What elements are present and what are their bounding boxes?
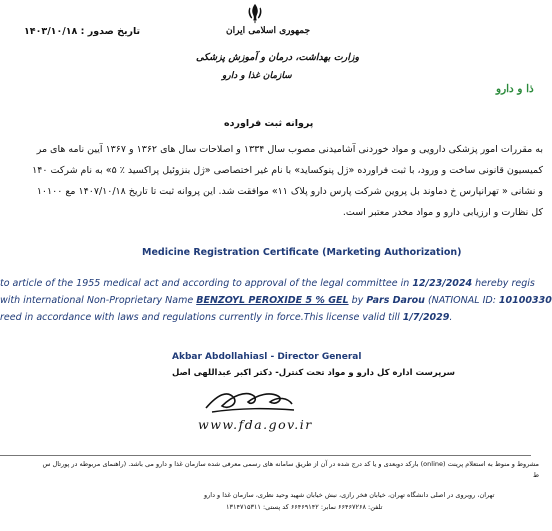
fda-logo-text: ذا و دارو xyxy=(496,83,534,95)
footer-address: تهران، روبروی در اصلی دانشگاه تهران، خیابان فخر رازی، نبش خیابان شهید وحید نظری، سازمان غذا و دارو xyxy=(204,491,495,499)
approval-date: 12/23/2024 xyxy=(412,278,473,289)
issue-date: تاریخ صدور : ۱۴۰۳/۱۰/۱۸ xyxy=(24,26,141,37)
english-text: with international Non-Proprietary Name xyxy=(0,295,197,306)
footer-verification-note: مشروط و منوط به استعلام پرینت (online) بارکد دوبعدی و یا کد درج شده در آن از طریق سامانه های رسمی معرفی شده سازمان غذا و دارو می باشد. (راهنمای مربوطه در پورتال س xyxy=(42,460,539,468)
english-text: hereby regis xyxy=(472,278,535,289)
footer-contact: تلفن: ۶۶۴۶۷۲۶۸ نمابر: ۶۶۴۶۹۱۴۲ کد پستی: ۱۳۱۴۷۱۵۳۱۱ xyxy=(226,503,383,511)
english-certificate-title: Medicine Registration Certificate (Marketing Authorization) xyxy=(142,247,462,258)
english-text: . xyxy=(449,312,453,323)
product-name: BENZOYL PEROXIDE 5 % GEL xyxy=(196,295,349,306)
english-text: to article of the 1955 medical act and according to approval of the legal committee in xyxy=(0,278,413,289)
valid-until-date: 1/7/2029 xyxy=(402,312,450,323)
republic-title: جمهوری اسلامی ایران xyxy=(226,26,311,36)
persian-certificate-title: پروانه ثبت فراورده xyxy=(224,118,314,129)
organization-title: سازمان غذا و دارو xyxy=(222,71,292,81)
english-paragraph-line xyxy=(0,278,535,289)
english-paragraph-line xyxy=(0,312,452,323)
signatory-name: Akbar Abdollahiasl - Director General xyxy=(172,352,362,362)
footer-note-continuation: ط xyxy=(532,471,539,479)
persian-paragraph-line: به مقررات امور پزشکی دارویی و مواد خوردنی آشامیدنی مصوب سال ۱۳۳۴ و اصلاحات سال های ۱۳۶۲ و ۱۳۶۷ آیین نامه های مر xyxy=(36,144,543,155)
english-text: reed in accordance with laws and regulations currently in force.This license valid till xyxy=(0,312,403,323)
iran-emblem-icon xyxy=(244,2,266,24)
company-name: Pars Darou xyxy=(366,295,425,306)
persian-paragraph-line: و نشانی « تهرانپارس خ دماوند بل پروین شرکت پارس دارو پلاک ۱۱» موافقت شد. این پروانه ثبت تا تاریخ ۱۴۰۷/۱۰/۱۸ مع ۱۰۱۰۰ xyxy=(36,186,543,197)
persian-paragraph-line: کمیسیون قانونی ساخت و ورود، با ثبت فراورده «ژل پنوکساید» با نام غیر اختصاصی «ژل بنزوئیل پراکسید ٪ ۵» به نام شرکت ۱۴۰ xyxy=(32,165,543,176)
footer-divider xyxy=(0,455,531,456)
english-text: by xyxy=(348,295,367,306)
national-id: 10100330 xyxy=(498,295,552,306)
english-text: (NATIONAL ID: xyxy=(424,295,499,306)
signatory-persian-title: سرپرست اداره کل دارو و مواد تحت کنترل- دکتر اکبر عبداللهی اصل xyxy=(172,368,456,378)
ministry-title: وزارت بهداشت، درمان و آموزش پزشکی xyxy=(196,52,360,63)
website-url: www.fda.gov.ir xyxy=(198,417,313,432)
english-paragraph-line xyxy=(0,295,552,306)
handwritten-signature xyxy=(198,384,298,418)
persian-paragraph-line: کل نظارت و ارزیابی دارو و مواد مخدر معتبر است. xyxy=(342,207,543,218)
